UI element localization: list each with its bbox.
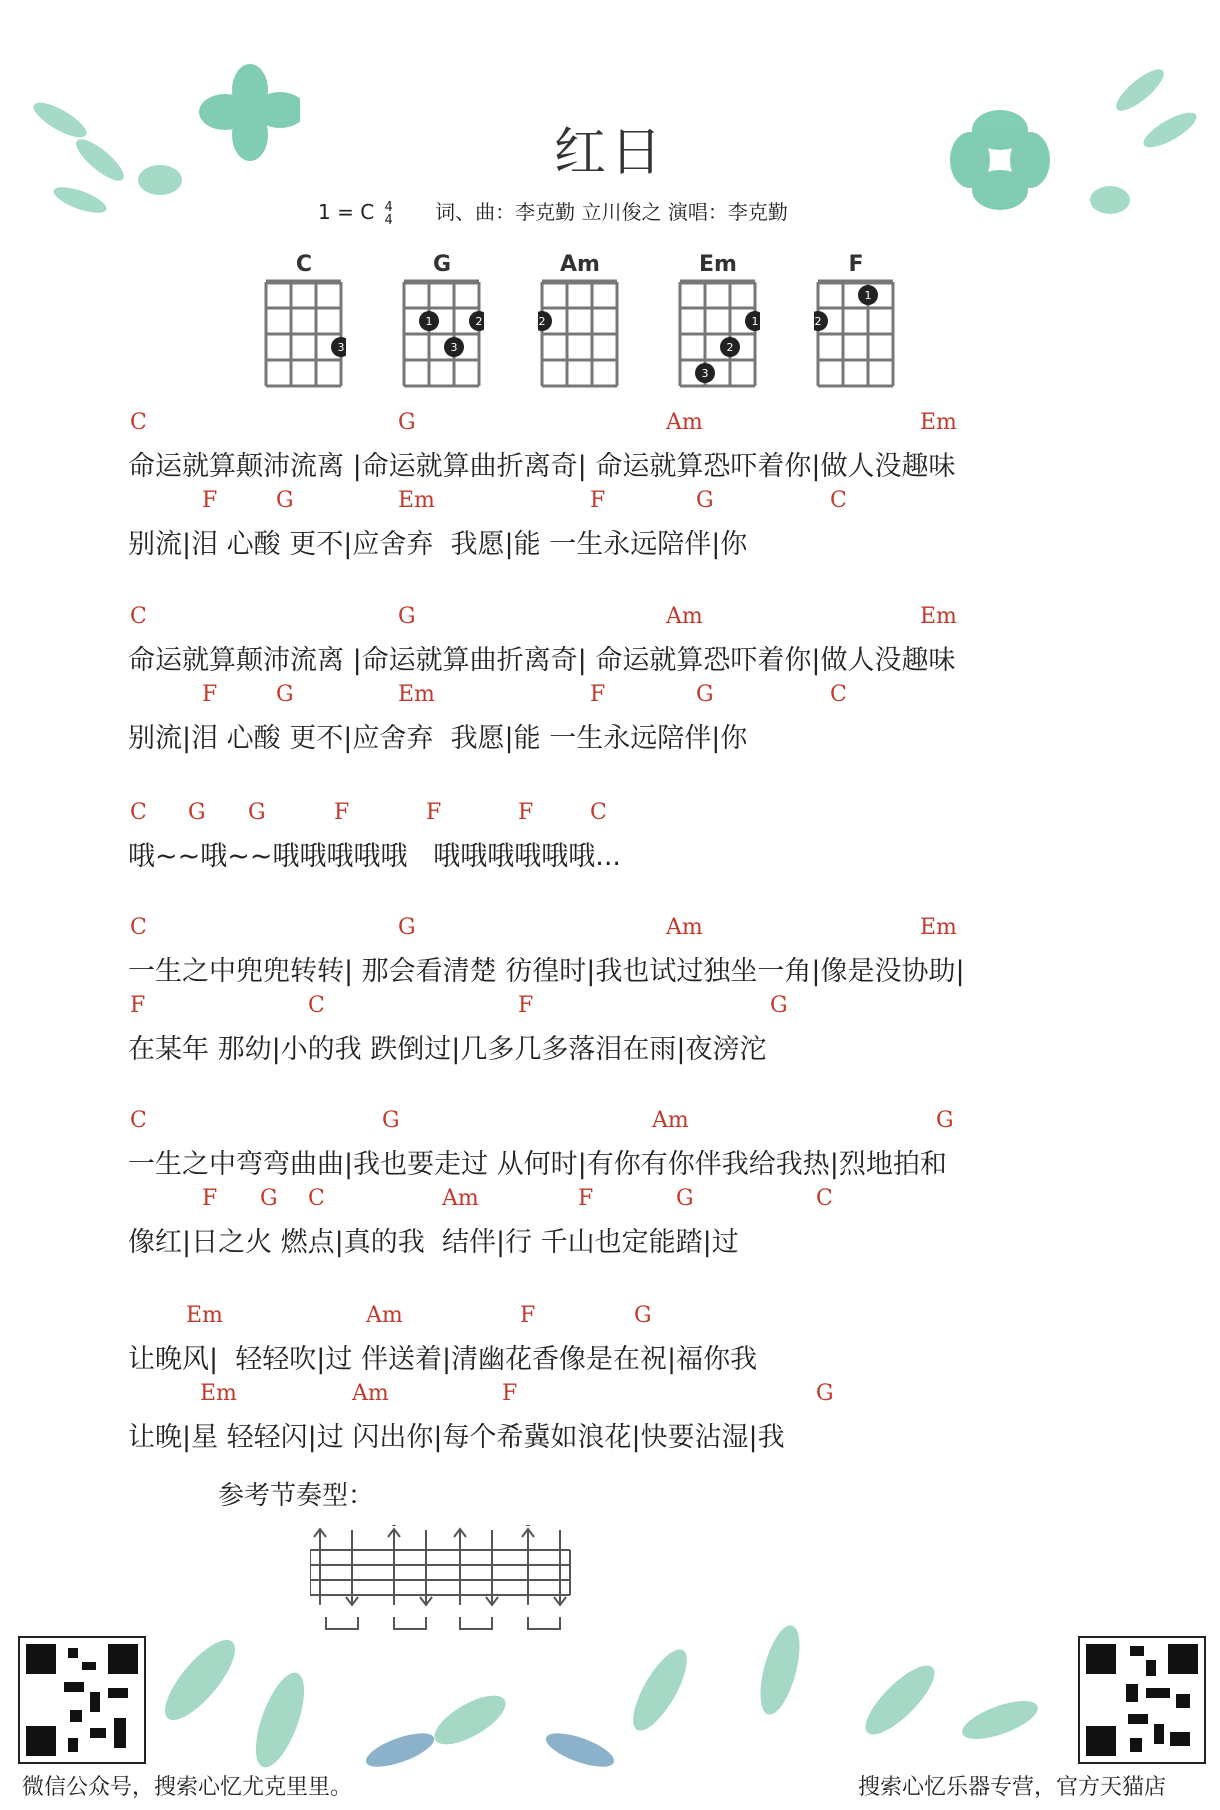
lyric-line: 别流|泪 心酸 更不|应舍弃 我愿|能 一生永远陪伴|你 (128, 529, 748, 560)
chord-diagram-name: F (848, 252, 864, 277)
chord-diagram-name: C (295, 252, 313, 277)
leaves-bottom-decoration (140, 1520, 1080, 1780)
fretboard-grid (676, 278, 760, 390)
chord-label: G (276, 488, 294, 513)
chord-diagram-g (400, 252, 484, 394)
strum-pattern (310, 1525, 580, 1655)
svg-text:1: 1 (751, 315, 759, 328)
chord-label: G (276, 682, 294, 707)
chord-label: F (502, 1381, 518, 1406)
chord-label: G (634, 1303, 652, 1328)
chord-label: G (676, 1186, 694, 1211)
chord-label: C (308, 1186, 325, 1211)
fretboard-grid (814, 278, 898, 390)
svg-text:2: 2 (726, 341, 734, 354)
chord-label: F (590, 488, 606, 513)
chord-label: Em (200, 1381, 237, 1406)
chord-diagram-name: Em (699, 252, 737, 277)
lyric-line: 在某年 那幼|小的我 跌倒过|几多几多落泪在雨|夜滂沱 (128, 1034, 767, 1065)
lyric-line: 像红|日之火 燃点|真的我 结伴|行 千山也定能踏|过 (128, 1227, 739, 1258)
chord-label: Em (186, 1303, 223, 1328)
finger-dot (695, 363, 715, 383)
chord-diagram-f (814, 252, 898, 394)
svg-text:2: 2 (814, 315, 822, 328)
chord-label: Am (666, 410, 703, 435)
lyric-line: 哦~~哦~~哦哦哦哦哦 哦哦哦哦哦哦... (128, 841, 621, 872)
lyric-line: 一生之中兜兜转转| 那会看清楚 彷徨时|我也试过独坐一角|像是没协助| (128, 956, 965, 987)
chord-label: F (520, 1303, 536, 1328)
chord-diagram-c (262, 252, 346, 394)
chord-label: C (130, 604, 147, 629)
footer-right: 搜索心忆乐器专营，官方天猫店 (858, 1775, 1167, 1800)
chord-label: F (426, 800, 442, 825)
chord-label: Em (398, 682, 435, 707)
finger-dot (419, 311, 439, 331)
chord-label: Am (352, 1381, 389, 1406)
chord-label: G (936, 1108, 954, 1133)
chord-label: F (578, 1186, 594, 1211)
chord-label: G (382, 1108, 400, 1133)
chord-label: C (590, 800, 607, 825)
song-title: 红日 (553, 123, 666, 183)
svg-text:2: 2 (475, 315, 483, 328)
chord-label: G (398, 604, 416, 629)
svg-text:1: 1 (864, 289, 872, 302)
chord-label: C (130, 800, 147, 825)
chord-label: G (260, 1186, 278, 1211)
qr-code-left (18, 1636, 146, 1764)
chord-label: C (830, 682, 847, 707)
svg-text:3: 3 (701, 367, 709, 380)
chord-label: F (334, 800, 350, 825)
lyric-line: 让晚风| 轻轻吹|过 伴送着|清幽花香像是在祝|福你我 (128, 1344, 758, 1375)
chord-diagram-name: G (432, 252, 452, 277)
chord-label: Em (398, 488, 435, 513)
chord-label: G (398, 915, 416, 940)
chord-label: G (696, 682, 714, 707)
footer-left: 微信公众号，搜索心忆尤克里里。 (22, 1775, 353, 1800)
chord-label: F (202, 488, 218, 513)
key-signature: 1 = C (318, 200, 375, 224)
chord-label: C (816, 1186, 833, 1211)
finger-dot (858, 285, 878, 305)
chord-label: Am (366, 1303, 403, 1328)
lyric-line: 命运就算颠沛流离 |命运就算曲折离奇| 命运就算恐吓着你|做人没趣味 (128, 645, 956, 676)
chord-label: F (590, 682, 606, 707)
svg-text:3: 3 (450, 341, 458, 354)
chord-label: G (816, 1381, 834, 1406)
finger-dot (331, 337, 346, 357)
chord-diagram-em (676, 252, 760, 394)
chord-label: Am (652, 1108, 689, 1133)
chord-label: G (188, 800, 206, 825)
svg-text:3: 3 (337, 341, 345, 354)
song-meta (318, 196, 788, 227)
chord-label: Em (920, 915, 957, 940)
time-signature: 4 4 (384, 199, 393, 228)
chord-label: G (398, 410, 416, 435)
fretboard-grid (400, 278, 484, 390)
finger-dot (720, 337, 740, 357)
finger-dot (745, 311, 760, 331)
finger-dot (469, 311, 484, 331)
chord-label: C (830, 488, 847, 513)
chord-label: F (130, 993, 146, 1018)
chord-label: C (308, 993, 325, 1018)
chord-diagram-name: Am (560, 252, 600, 277)
chord-label: Am (666, 604, 703, 629)
chord-label: Em (920, 604, 957, 629)
chord-label: Em (920, 410, 957, 435)
chord-label: G (770, 993, 788, 1018)
chord-label: Am (442, 1186, 479, 1211)
chord-label: G (248, 800, 266, 825)
chord-label: F (202, 1186, 218, 1211)
chord-diagram-am (538, 252, 622, 394)
chord-label: C (130, 410, 147, 435)
finger-dot (814, 311, 828, 331)
chord-label: F (518, 993, 534, 1018)
finger-dot (444, 337, 464, 357)
chord-label: C (130, 915, 147, 940)
lyric-line: 让晚|星 轻轻闪|过 闪出你|每个希冀如浪花|快要沾湿|我 (128, 1422, 785, 1453)
qr-code-right (1078, 1636, 1206, 1764)
lyric-line: 别流|泪 心酸 更不|应舍弃 我愿|能 一生永远陪伴|你 (128, 723, 748, 754)
lyric-line: 一生之中弯弯曲曲|我也要走过 从何时|有你有你伴我给我热|烈地拍和 (128, 1149, 947, 1180)
chord-label: C (130, 1108, 147, 1133)
chord-label: Am (666, 915, 703, 940)
finger-dot (538, 311, 552, 331)
chord-label: F (202, 682, 218, 707)
fretboard-grid (538, 278, 622, 390)
lyric-line: 命运就算颠沛流离 |命运就算曲折离奇| 命运就算恐吓着你|做人没趣味 (128, 451, 956, 482)
svg-text:2: 2 (538, 315, 546, 328)
credits: 词、曲：李克勤 立川俊之 演唱：李克勤 (435, 200, 788, 224)
svg-text:1: 1 (425, 315, 433, 328)
fretboard-grid (262, 278, 346, 390)
rhythm-label: 参考节奏型： (218, 1481, 375, 1511)
chord-label: F (518, 800, 534, 825)
chord-label: G (696, 488, 714, 513)
